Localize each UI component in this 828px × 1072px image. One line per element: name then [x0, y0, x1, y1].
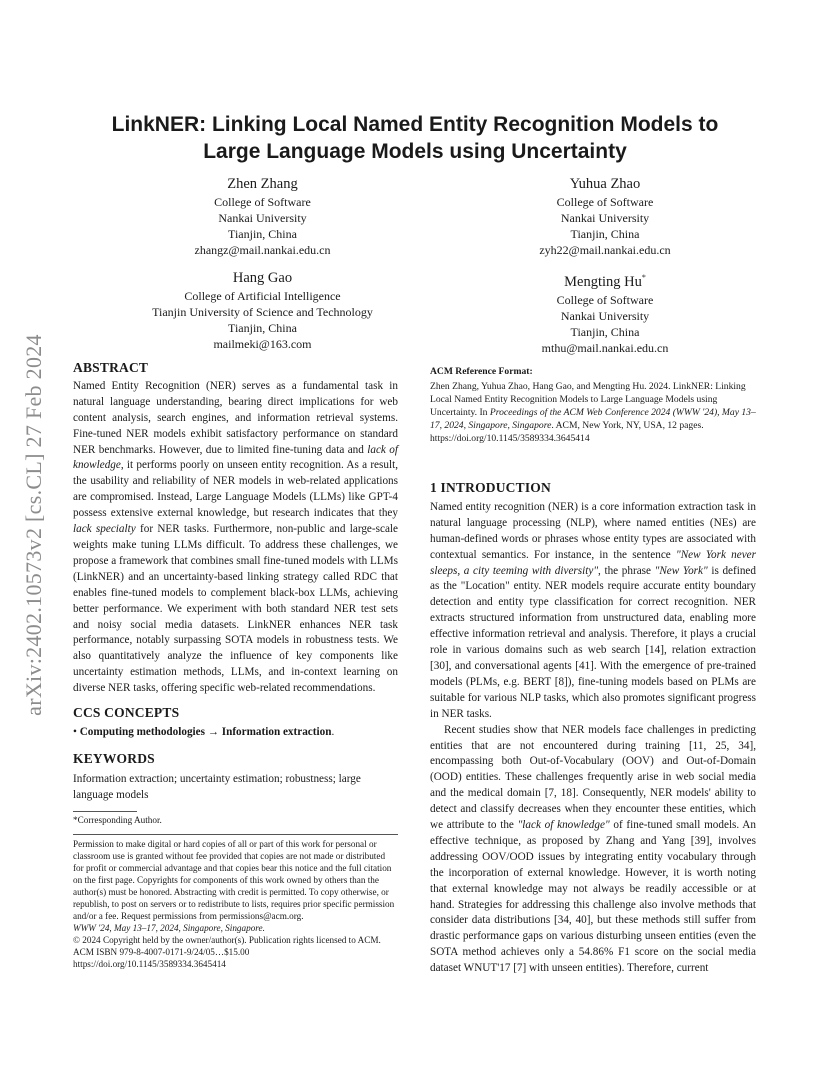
permission-text: Permission to make digital or hard copies of all or part of this work for personal or classroom use is granted without fee provided that copies are not made or distributed for profit or commercial advantage and that copies bear this notice and the full citation on the first page. Copyrights for components of this work owned by others than the author(s) must be honored. Abstracting with credit is permitted. To copy otherwise, or republish, to post on servers or to redistribute to lists, requires prior specific permission and/or a fee. Request permissions from permissions@acm.org.: [73, 839, 395, 921]
author-name: [505, 268, 705, 292]
author-name-text: Mengting Hu: [564, 273, 642, 290]
acm-reference-section: [430, 365, 756, 445]
author-email: mailmeki@163.com: [213, 337, 312, 351]
introduction-heading: 1 INTRODUCTION: [430, 480, 551, 495]
copyright-text: © 2024 Copyright held by the owner/author(s). Publication rights licensed to ACM.: [73, 935, 381, 945]
bullet: •: [73, 725, 77, 738]
keywords-heading: KEYWORDS: [73, 751, 155, 766]
author-name: Hang Gao: [232, 270, 293, 286]
intro-text: is defined as the "Location" entity. NER models require accurate entity boundary detection and entity type classification for correct recognition. NER extracts structured information from unstructured data, enabling more effective information retrieval and analysis. Therefore, it plays a crucial role in various domains such as web search [14], relation extraction [30], and conversational agents [41]. With the emergence of pre-trained models (PLMs, e.g. BERT [8]), fine-tuning models based on PLMs are suitable for various NLP tasks, which also promotes significant progress in NER tasks.: [430, 564, 756, 720]
author-block: [100, 268, 425, 352]
intro-example-entity: "New York": [654, 564, 708, 577]
introduction-section: [430, 480, 756, 977]
author-block: [175, 174, 350, 258]
venue-text: WWW '24, May 13–17, 2024, Singapore, Singapore.: [73, 923, 265, 933]
keywords-text: Information extraction; uncertainty estimation; robustness; large language models: [73, 772, 361, 801]
author-department: College of Software: [556, 292, 654, 307]
abstract-emphasis: lack of knowledge: [73, 443, 398, 472]
author-block: [505, 174, 705, 258]
author-organization: Tianjin University of Science and Technology: [152, 305, 373, 319]
acm-reference-heading: ACM Reference Format:: [430, 366, 533, 377]
acm-reference-part: . ACM, New York, NY, USA, 12 pages. https://doi.org/10.1145/3589334.3645414: [430, 420, 704, 444]
footnote-corresponding: *Corresponding Author.: [73, 815, 162, 825]
permission-block: [73, 838, 398, 970]
author-location: Tianjin, China: [570, 324, 640, 339]
arxiv-identifier: arXiv:2402.10573v2 [cs.CL] 27 Feb 2024: [21, 334, 46, 716]
author-email: zhangz@mail.nankai.edu.cn: [194, 243, 331, 257]
author-department: College of Artificial Intelligence: [184, 289, 341, 303]
introduction-paragraph: [430, 500, 756, 723]
abstract-section: [73, 360, 398, 697]
abstract-part: for NER tasks. Furthermore, non-public and large-scale weights make tuning LLMs difficult. To address these challenges, we propose a framework that combines small fine-tuned models with LLMs (LinkNER) and an uncertainty-based linking strategy called RDC that enables fine-tuned models to complement black-box LLMs, achieving better performance. We experiment with both standard NER test sets and noisy social media datasets. LinkNER enhances NER task performance, notably surpassing SOTA models in robustness tests. We also quantitatively analyze the influence of key components like uncertainty estimation methods, LLMs, and in-context learning on diverse NER tasks, offering specific web-related recommendations.: [73, 523, 398, 695]
corresponding-mark: *: [641, 273, 646, 282]
author-name: Yuhua Zhao: [569, 176, 641, 192]
author-email: mthu@mail.nankai.edu.cn: [541, 340, 669, 355]
title-line-2: Large Language Models using Uncertainty: [203, 140, 627, 163]
author-department: College of Software: [214, 195, 311, 209]
author-organization: Nankai University: [218, 211, 307, 225]
author-location: Tianjin, China: [228, 321, 297, 335]
doi-link[interactable]: https://doi.org/10.1145/3589334.3645414: [73, 959, 226, 969]
permission-divider: [73, 834, 398, 835]
intro-text: Recent studies show that NER models face challenges in predicting entities that are not encountered during training [11, 25, 34], encompassing both Out-of-Vocabulary (OOV) and Out-of-Domain (OOD) entities. These challenges frequently arise in web social media and the medical domain [7, 18]. Consequently, NER models' ability to detect and classify decreases when they encounter these entities, which we attribute to the: [430, 723, 756, 832]
intro-text: of fine-tuned small models. An effective technique, as proposed by Zhang and Yang [39], involves addressing OOV/OOD issues by integrating entity vocabulary through the incorporation of external knowledge. However, it is worth noting that external knowledge may not always be readily accessible or at hand. Strategies for addressing this challenge also involve methods that consider data distributions [34, 40], but these methods still suffer from drastic performance gaps on various disturbing unseen entities (even the SOTA method achieves only a 54.86% F1 score on the social media dataset WNUT'17 [7] with unseen entities). Therefore, current: [430, 819, 756, 975]
keywords-section: [73, 751, 398, 804]
acm-reference-text: [430, 380, 756, 445]
ccs-item: [73, 725, 398, 741]
intro-text: Named entity recognition (NER) is a core information extraction task in natural language processing (NLP), where named entities (NEs) are human-defined words or phrases whose entity types are associated with contextual semantics. For instance, in the sentence: [430, 500, 756, 561]
author-name: Zhen Zhang: [227, 176, 298, 192]
author-block: [505, 268, 705, 356]
abstract-part: , it performs poorly on unseen entity recognition. As a result, the usability and reliability of NER models in web-related applications are compromised. Instead, Large Language Models (LLMs) like GPT-4 possess extensive external knowledge, but research indicates that they: [73, 459, 398, 520]
introduction-paragraph: [430, 723, 756, 978]
acm-reference-proceedings: Proceedings of the ACM Web Conference 2024 (WWW '24), May 13–17, 2024, Singapore, Singapore: [430, 407, 756, 431]
title-line-1: LinkNER: Linking Local Named Entity Recognition Models to: [111, 113, 719, 136]
isbn-text: ACM ISBN 979-8-4007-0171-9/24/05…$15.00: [73, 947, 250, 957]
author-email: zyh22@mail.nankai.edu.cn: [539, 243, 671, 257]
intro-emphasis: "lack of knowledge": [517, 819, 610, 832]
ccs-heading: CCS CONCEPTS: [73, 705, 180, 720]
abstract-text: [73, 379, 398, 697]
abstract-emphasis: lack specialty: [73, 523, 136, 536]
ccs-period: .: [331, 725, 335, 738]
author-organization: Nankai University: [560, 211, 650, 225]
intro-text: , the phrase: [598, 564, 655, 577]
acm-reference-part: Zhen Zhang, Yuhua Zhao, Hang Gao, and Mengting Hu. 2024. LinkNER: Linking Local Named Entity Recognition Models to Large Language Models using Uncertainty. In: [430, 381, 746, 418]
abstract-part: Named Entity Recognition (NER) serves as a fundamental task in natural language understanding, bearing direct implications for web content analysis, search engines, and information retrieval systems. Fine-tuned NER models exhibit satisfactory performance on standard NER benchmarks. However, due to limited fine-tuning data and: [73, 379, 398, 456]
author-location: Tianjin, China: [228, 227, 297, 241]
arxiv-sidebar: [14, 290, 54, 760]
intro-example-sentence: "New York never sleeps, a city teeming with diversity": [430, 548, 756, 577]
ccs-section: [73, 705, 398, 741]
author-organization: Nankai University: [560, 308, 650, 323]
author-location: Tianjin, China: [570, 227, 640, 241]
author-department: College of Software: [556, 195, 654, 209]
footnote-divider: [73, 811, 137, 812]
paper-title: [70, 111, 760, 165]
abstract-heading: ABSTRACT: [73, 360, 149, 375]
ccs-concept: Computing methodologies → Information extraction: [79, 725, 332, 738]
